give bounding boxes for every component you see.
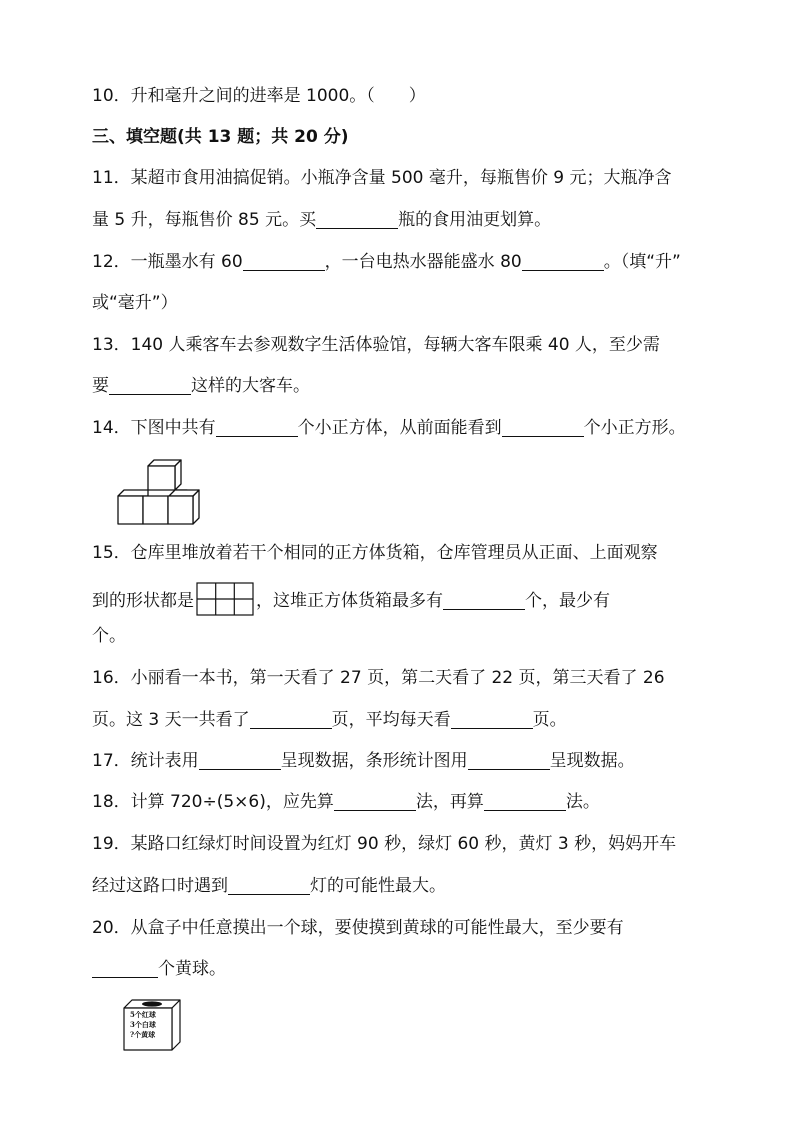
answer-blank-q19[interactable]	[228, 876, 310, 895]
three-square-shape-icon	[196, 582, 254, 616]
question-11-text: 11．某超市食用油搞促销。小瓶净含量 500 毫升，每瓶售价 9 元；大瓶净含	[92, 168, 672, 188]
box-label-yellow: ?个黄球	[130, 1030, 156, 1039]
question-15-text: 15．仓库里堆放着若干个相同的正方体货箱，仓库管理员从正面、上面观察	[92, 543, 658, 563]
question-20-text-b: 个黄球。	[158, 959, 226, 979]
answer-blank-q12-2[interactable]	[522, 252, 604, 271]
question-14-text-b: 个小正方体，从前面能看到	[297, 418, 502, 438]
question-15-text-c: 个，最少有	[525, 591, 610, 611]
question-12-text-c: 。（填“升”	[603, 252, 681, 272]
cube-stack-figure	[112, 452, 202, 528]
question-15-text-b: ，这堆正方体货箱最多有	[256, 591, 443, 611]
question-11-line-1	[92, 166, 672, 190]
answer-blank-q20[interactable]	[92, 959, 158, 978]
question-15-text-a: 到的形状都是	[92, 591, 194, 611]
answer-blank-q13[interactable]	[109, 376, 191, 395]
question-18-text-a: 18．计算 720÷(5×6)，应先算	[92, 792, 334, 812]
cube-top-face	[118, 490, 148, 496]
question-13-text: 13．140 人乘客车去参观数字生活体验馆，每辆大客车限乘 40 人，至少需	[92, 335, 660, 355]
question-20-line-1	[92, 916, 624, 940]
question-16-line-2	[92, 708, 567, 732]
cube-front-face	[168, 496, 193, 524]
answer-blank-q16-2[interactable]	[451, 710, 533, 729]
answer-blank-q11[interactable]	[316, 210, 398, 229]
ball-box-figure	[120, 998, 184, 1052]
question-17-text-c: 呈现数据。	[549, 751, 635, 771]
question-13-text-b: 这样的大客车。	[191, 376, 310, 396]
question-13-line-1	[92, 333, 660, 357]
question-16-text-c: 页。	[532, 710, 567, 730]
question-10	[92, 84, 426, 108]
question-12-text-a: 12．一瓶墨水有 60	[92, 252, 243, 272]
box-opening	[142, 1001, 162, 1006]
question-17-text-a: 17．统计表用	[92, 751, 199, 771]
question-11-text-a: 量 5 升，每瓶售价 85 元。买	[92, 210, 317, 230]
question-16-text-a: 页。这 3 天一共看了	[92, 710, 250, 730]
section-3-heading	[92, 125, 349, 149]
answer-blank-q14-1[interactable]	[216, 418, 298, 437]
question-15-line-3	[92, 624, 126, 648]
cube-front-face	[143, 496, 168, 524]
answer-blank-q14-2[interactable]	[502, 418, 584, 437]
answer-blank-q17-1[interactable]	[199, 751, 281, 770]
question-15-text-d: 个。	[92, 626, 126, 646]
cube-front-face	[118, 496, 143, 524]
section-3-title: 三、填空题(共 13 题；共 20 分)	[92, 127, 349, 147]
box-side-face	[172, 1000, 180, 1050]
question-17-text-b: 呈现数据，条形统计图用	[280, 751, 468, 771]
question-12-line-1	[92, 250, 681, 274]
question-14-text-c: 个小正方形。	[583, 418, 686, 438]
question-14-line-1	[92, 416, 686, 440]
question-20-text: 20．从盒子中任意摸出一个球，要使摸到黄球的可能性最大，至少要有	[92, 918, 624, 938]
question-15-line-2	[92, 582, 610, 616]
question-19-text-b: 灯的可能性最大。	[310, 876, 446, 896]
question-12-line-2	[92, 291, 178, 315]
question-10-text: 10．升和毫升之间的进率是 1000。（ ）	[92, 86, 426, 106]
question-18-text-c: 法。	[565, 792, 600, 812]
question-18-text-b: 法，再算	[415, 792, 484, 812]
question-20-line-2	[92, 957, 226, 981]
question-18-line-1	[92, 790, 600, 814]
question-16-line-1	[92, 666, 665, 690]
answer-blank-q17-2[interactable]	[468, 751, 550, 770]
question-12-text-b: ，一台电热水器能盛水 80	[324, 252, 522, 272]
cube-top-face	[169, 490, 199, 496]
question-16-text-b: 页，平均每天看	[331, 710, 451, 730]
question-15-line-1	[92, 541, 658, 565]
answer-blank-q18-2[interactable]	[484, 792, 566, 811]
box-label-red: 5个红球	[130, 1010, 156, 1019]
question-13-line-2	[92, 374, 310, 398]
question-13-text-a: 要	[92, 376, 109, 396]
question-11-line-2	[92, 208, 551, 232]
question-19-text-a: 经过这路口时遇到	[92, 876, 228, 896]
box-label-white: 3个白球	[130, 1020, 156, 1029]
answer-blank-q12-1[interactable]	[243, 252, 325, 271]
question-17-line-1	[92, 749, 635, 773]
cube-side-face	[175, 460, 181, 490]
question-19-line-1	[92, 832, 676, 856]
question-11-text-b: 瓶的食用油更划算。	[398, 210, 552, 230]
question-12-text-d: 或“毫升”）	[92, 293, 178, 313]
question-14-text-a: 14．下图中共有	[92, 418, 216, 438]
answer-blank-q16-1[interactable]	[250, 710, 332, 729]
question-19-line-2	[92, 874, 446, 898]
answer-blank-q18-1[interactable]	[334, 792, 416, 811]
answer-blank-q15-1[interactable]	[443, 591, 525, 610]
question-16-text: 16．小丽看一本书，第一天看了 27 页，第二天看了 22 页，第三天看了 26	[92, 668, 665, 688]
question-19-text: 19．某路口红绿灯时间设置为红灯 90 秒，绿灯 60 秒，黄灯 3 秒，妈妈开车	[92, 834, 677, 854]
cube-front-face	[148, 466, 175, 490]
